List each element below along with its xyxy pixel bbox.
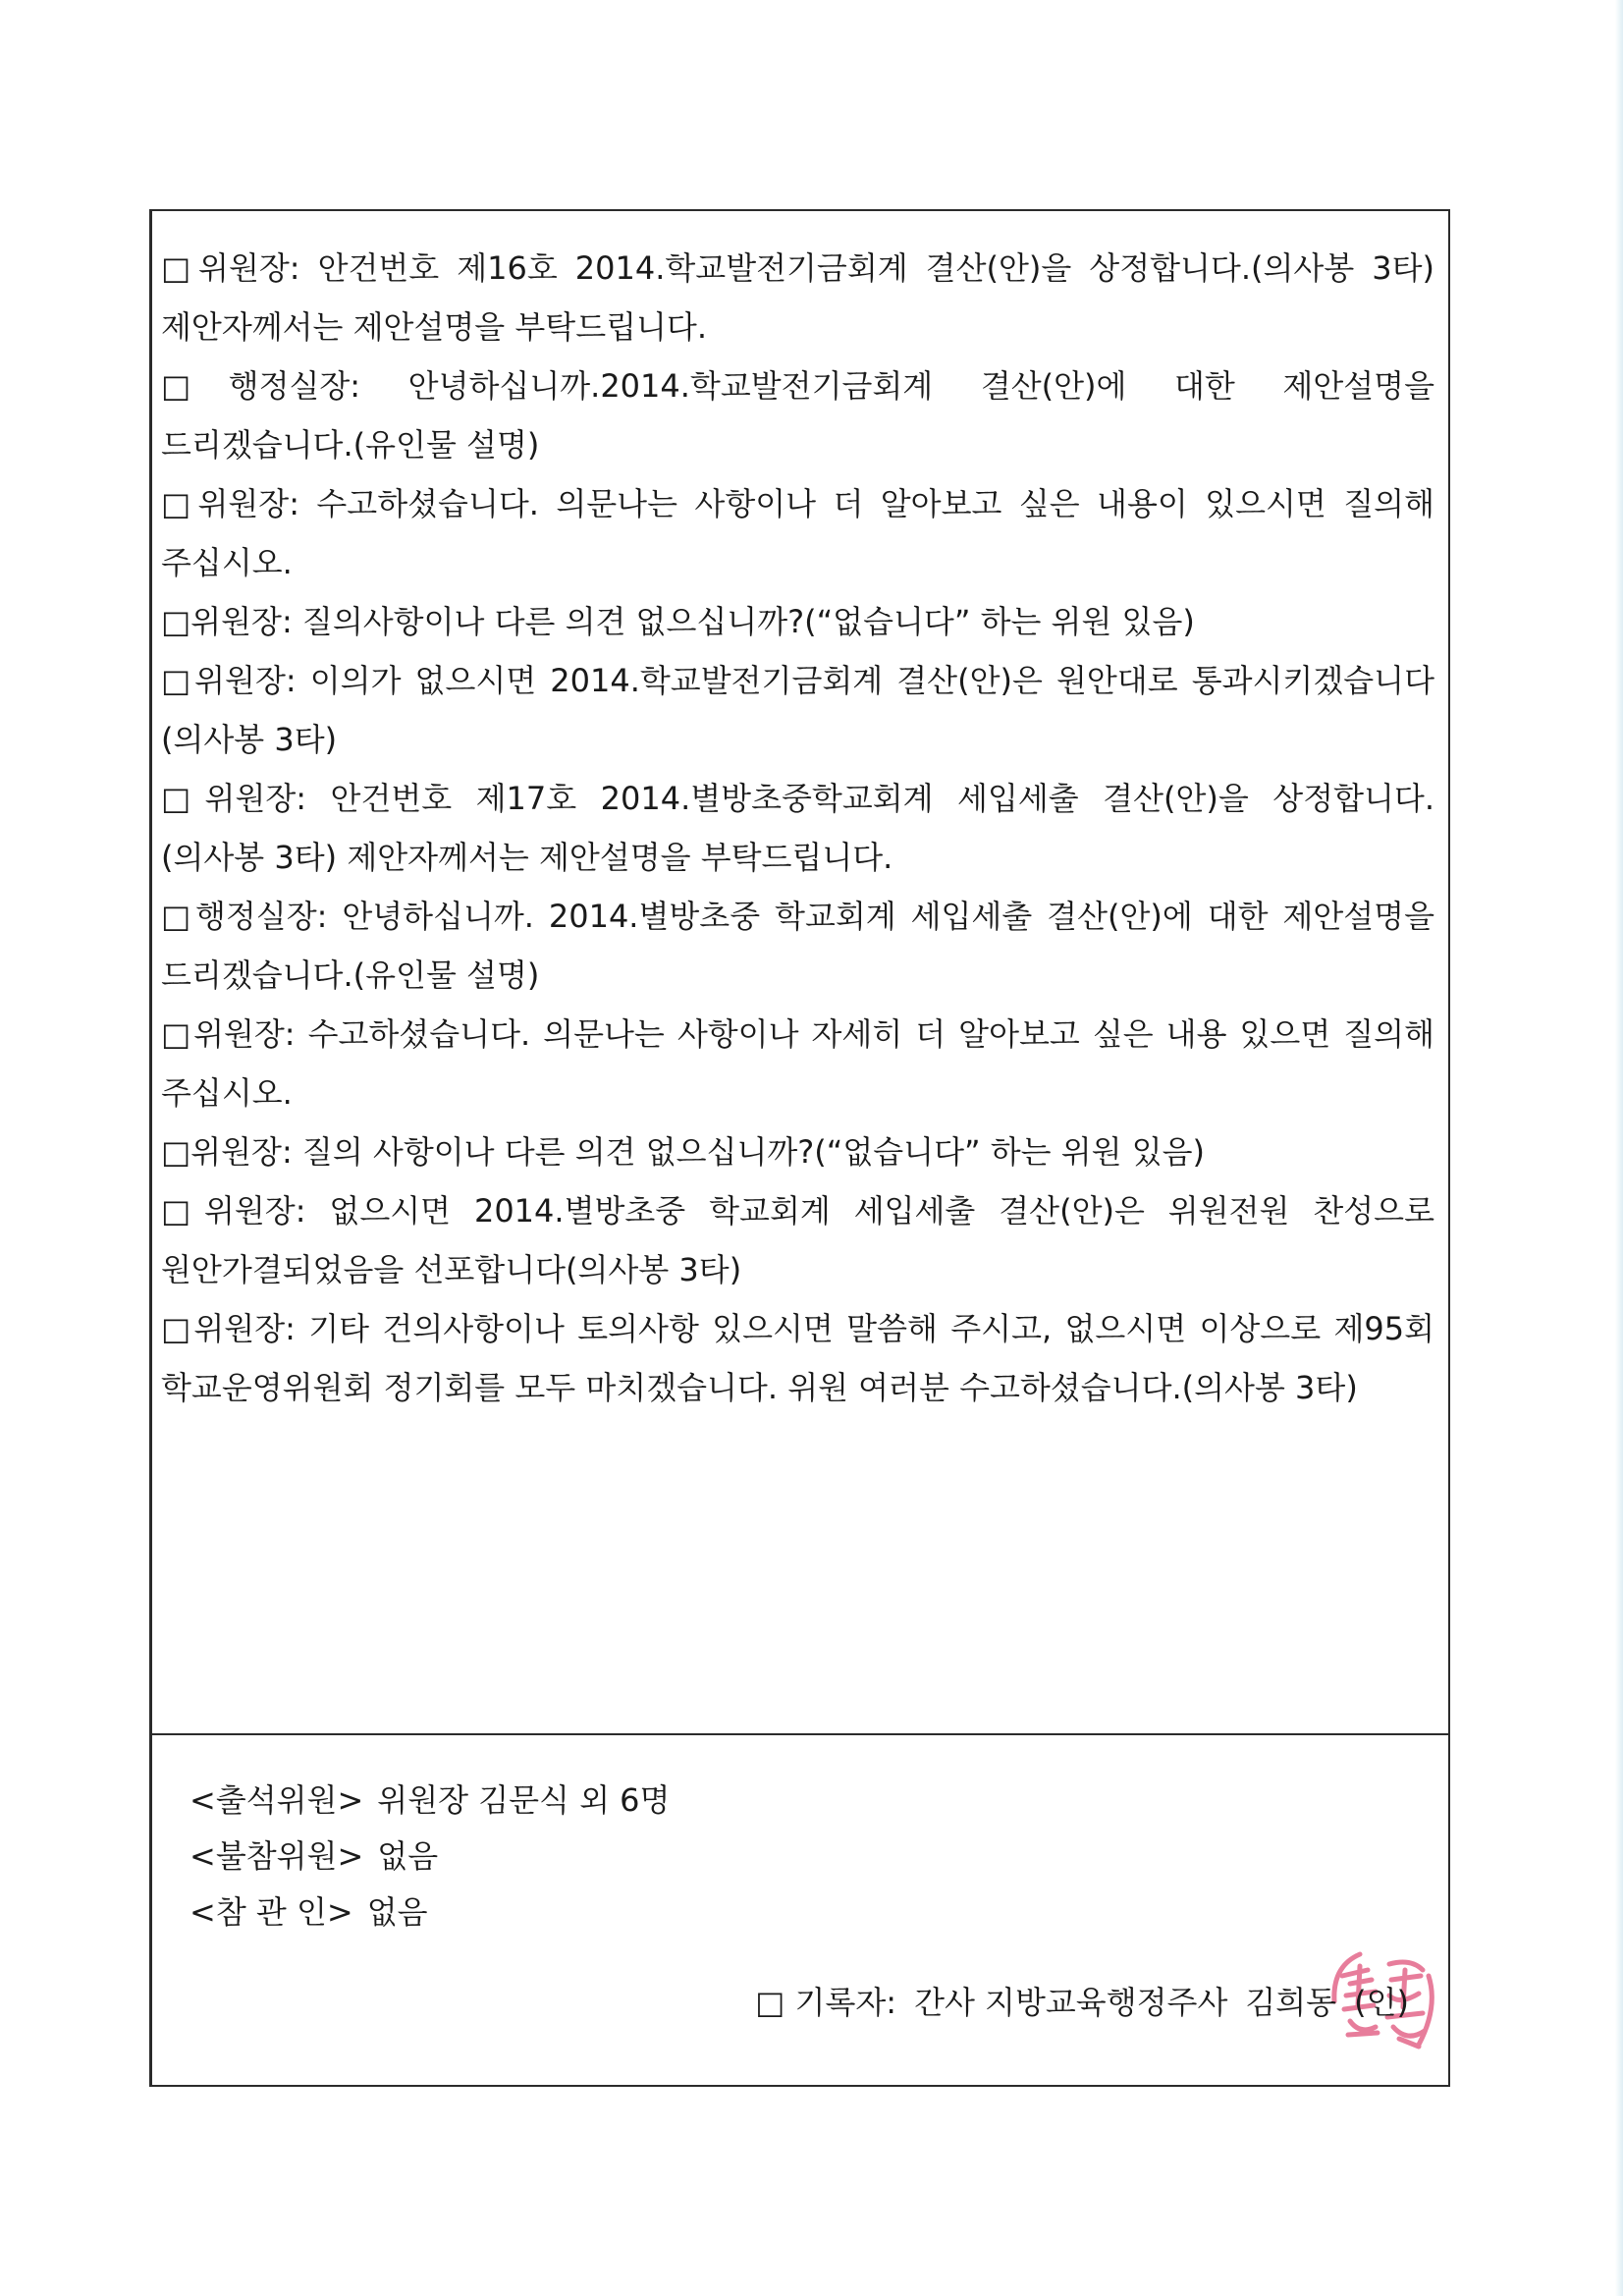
absent-value: 없음 [377,1837,439,1875]
minutes-paragraph: □위원장: 안건번호 제16호 2014.학교발전기금회계 결산(안)을 상정합니다.(의사봉 3타) 제안자께서는 제안설명을 부탁드립니다. [161,249,1434,346]
minutes-paragraph: □위원장: 수고하셨습니다. 의문나는 사항이나 더 알아보고 싶은 내용이 있으시면 질의해 주십시오. [161,485,1434,581]
absent-label: <불참위원> [189,1837,364,1875]
minutes-paragraph: □위원장: 질의 사항이나 다른 의견 없으십니까?(“없습니다” 하는 위원 있음) [161,1133,1206,1171]
recorder-title: 간사 지방교육행정주사 [914,1984,1228,2021]
minutes-paragraph: □위원장: 질의사항이나 다른 의견 없으십니까?(“없습니다” 하는 위원 있음) [161,603,1195,640]
minutes-paragraph: □위원장: 없으시면 2014.별방초중 학교회계 세입세출 결산(안)은 위원전원 찬성으로 원안가결되었음을 선포합니다(의사봉 3타) [161,1192,1434,1288]
present-label: <출석위원> [189,1781,364,1819]
attendance-section [152,1735,1448,2085]
minutes-paragraph: □행정실장: 안녕하십니까. 2014.별방초중 학교회계 세입세출 결산(안)에 대한 제안설명을 드리겠습니다.(유인물 설명) [161,898,1434,994]
recorder-line [755,1981,1409,2024]
minutes-body [152,211,1448,1733]
minutes-paragraph: □위원장: 수고하셨습니다. 의문나는 사항이나 자세히 더 알아보고 싶은 내용 있으면 질의해 주십시오. [161,1015,1434,1112]
minutes-frame [149,209,1450,2087]
recorder-name: 김희동 [1245,1984,1337,2021]
recorder-label: □ 기록자: [755,1984,897,2021]
observer-label: <참 관 인> [189,1893,353,1931]
attendance-list [189,1773,670,1941]
present-value: 위원장 김문식 외 6명 [377,1781,671,1819]
seal-mark: (인) [1354,1984,1409,2021]
observer-value: 없음 [366,1893,428,1931]
minutes-paragraph: □위원장: 이의가 없으시면 2014.학교발전기금회계 결산(안)은 원안대로 통과시키겠습니다(의사봉 3타) [161,662,1434,758]
absent-members [189,1829,670,1885]
observers [189,1885,670,1941]
minutes-paragraph: □위원장: 기타 건의사항이나 토의사항 있으시면 말씀해 주시고, 없으시면 이상으로 제95회 학교운영위원회 정기회를 모두 마치겠습니다. 위원 여러분 수고하셨습니다.(의사봉 3타) [161,1310,1434,1406]
present-members [189,1773,670,1829]
minutes-paragraph: □위원장: 안건번호 제17호 2014.별방초중학교회계 세입세출 결산(안)을 상정합니다.(의사봉 3타) 제안자께서는 제안설명을 부탁드립니다. [161,780,1434,876]
scan-edge [1615,0,1623,2296]
minutes-paragraph: □행정실장: 안녕하십니까.2014.학교발전기금회계 결산(안)에 대한 제안설명을 드리겠습니다.(유인물 설명) [161,367,1434,464]
